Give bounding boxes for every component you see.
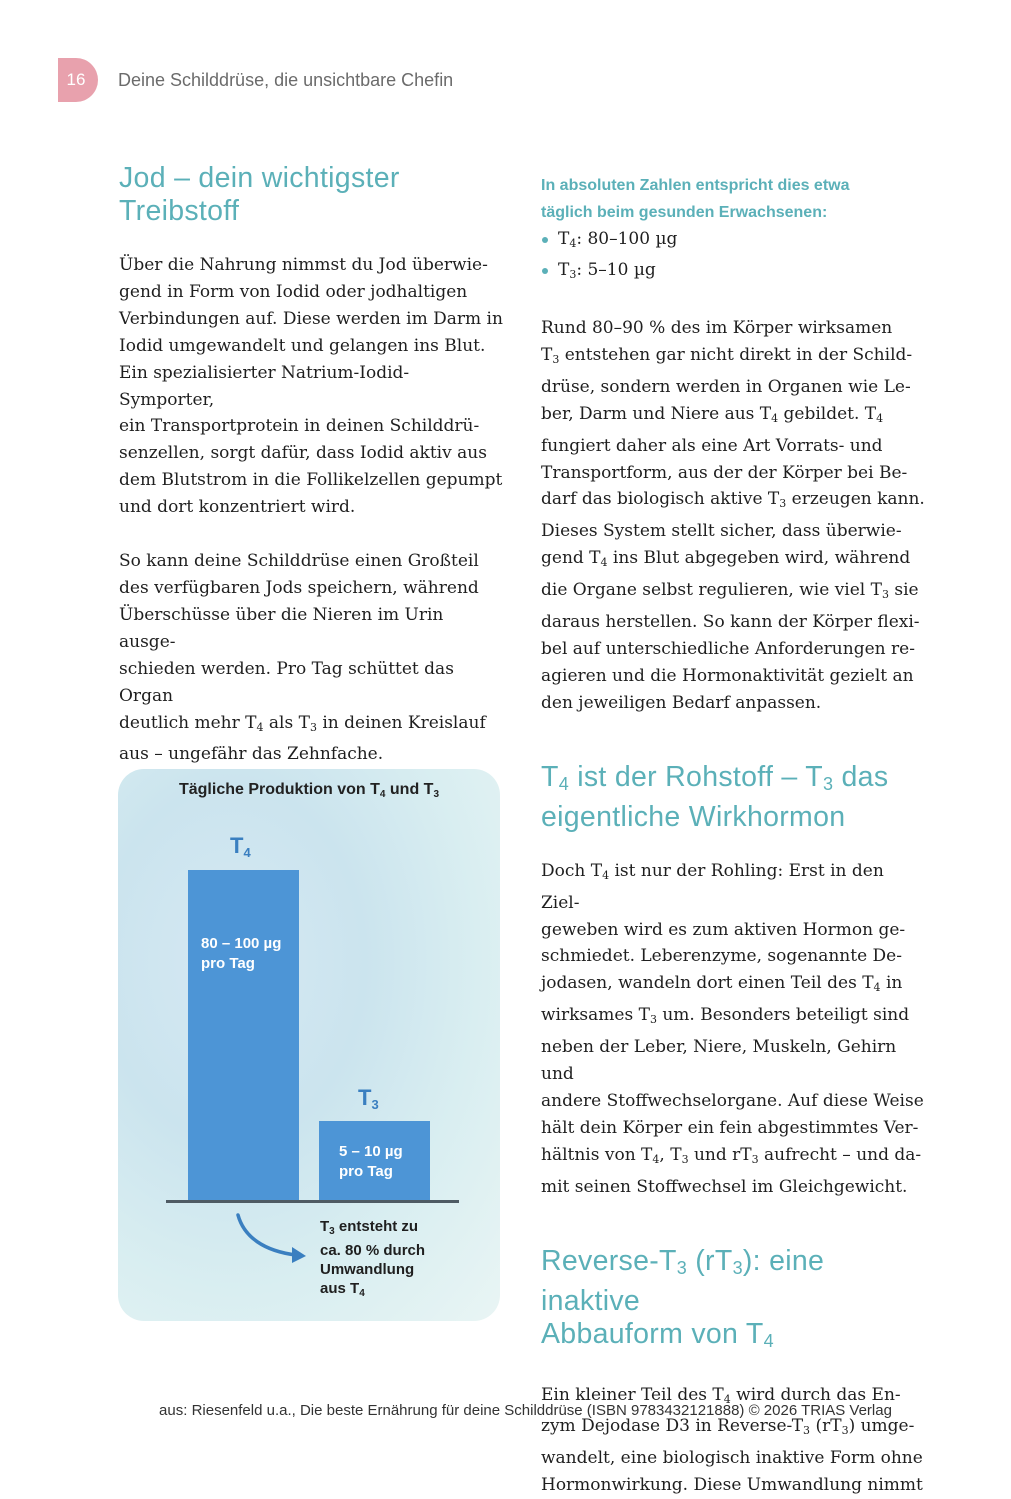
conversion-arrow-icon — [230, 1211, 320, 1271]
paragraph-jod-storage: So kann deine Schilddrüse einen Großteil des verfügbaren Jods speichern, während Überschüsse über die Nieren im Urin ausge- schieden werden. Pro Tag schüttet das Organ deutlich mehr $T_4$ als $T_3$ in deinen Kreislauf aus – ungefähr das Zehnfache. — [119, 551, 486, 765]
t4-bar — [188, 870, 299, 1200]
right-column — [541, 160, 926, 1499]
infographic-title: Tägliche Produktion von $T_4$ und $T_3$ — [178, 781, 439, 800]
list-item: $T_4$: 80–100 µg — [541, 226, 926, 257]
heading-jod: Jod – dein wichtigster Treibstoff — [119, 162, 400, 227]
page-number: 16 — [58, 58, 98, 102]
paragraph-reverse-t3: Ein kleiner Teil des $T_4$ wird durch das En- zym Dejodase D3 in Reverse-$T_3$ $(rT_3)$ umge- wandelt, eine biologisch inaktive Form ohne Hormonwirkung. Diese Umwandlung nimmt — [541, 1384, 923, 1496]
paragraph-t3-origin: Rund 80–90 % des im Körper wirksamen $T_3$ entstehen gar nicht direkt in der Schild- drüse, sondern werden in Organen wie Le- ber, Darm und Niere aus $T_4$ gebildet. $T_4$ fungiert daher als eine Art Vorrats- und Transportform, aus der der Körper bei Be- darf das biologisch aktive $T_3$ erzeugen kann. Dieses System stellt sicher, dass überwie- gend $T_4$ ins Blut abgegeben wird, während die Organe selbst regulieren, wie viel $T_3$ sie daraus herstellen. So kann der Körper flexi- bel auf unterschiedliche Anforderungen re- agieren und die Hormonaktivität gezielt an den jeweiligen Bedarf anpassen. — [541, 318, 925, 713]
left-column — [119, 160, 504, 768]
running-head: Deine Schilddrüse, die unsichtbare Chefin — [118, 69, 454, 90]
heading-t4-rohstoff: $T_4$ ist der Rohstoff – $T_3$ das eigentliche Wirkhormon — [541, 760, 889, 833]
paragraph-t4-conversion: Doch $T_4$ ist nur der Rohling: Erst in den Ziel- geweben wird es zum aktiven Hormon ge- schmiedet. Leberenzyme, sogenannte De- jodasen, wandeln dort einen Teil des $T_4$ in wirksames $T_3$ um. Besonders beteiligt sind neben der Leber, Niere, Muskeln, Gehirn und andere Stoffwechselorgane. Auf diese Weise hält dein Körper ein fein abgestimmtes Ver- hältnis von $T_4$, $T_3$ und $rT_3$ aufrecht – und da- mit seinen Stoffwechsel im Gleichgewicht. — [541, 860, 924, 1197]
t4-bar-label: $T_4$ — [230, 833, 251, 860]
bullet-list — [541, 226, 926, 288]
chart-baseline — [166, 1200, 459, 1203]
t3-bar-label: $T_3$ — [358, 1085, 379, 1112]
t4-bar-value: 80 – 100 µg pro Tag — [201, 935, 282, 972]
heading-reverse-t3: Reverse-$T_3$ $(rT_3)$: eine inaktive Abbauform von $T_4$ — [541, 1244, 825, 1351]
page-header — [58, 58, 453, 102]
source-footer: aus: Riesenfeld u.a., Die beste Ernährung für deine Schilddrüse (ISBN 9783432121888) © 2026 TRIAS Verlag — [159, 1402, 892, 1419]
production-infographic — [118, 769, 500, 1321]
t3-bar-value: 5 – 10 µg pro Tag — [339, 1143, 403, 1180]
list-item: $T_3$: 5–10 µg — [541, 257, 926, 288]
lead-absolute-numbers: In absoluten Zahlen entspricht dies etwa täglich beim gesunden Erwachsenen: — [541, 177, 850, 221]
paragraph-jod-intake: Über die Nahrung nimmst du Jod überwie- gend in Form von Iodid oder jodhaltigen Verbindungen auf. Diese werden im Darm in Iodid umgewandelt und gelangen ins Blut. Ein spezialisierter Natrium-Iodid-Symporter, ein Transportprotein in deinen Schilddrü- senzellen, sorgt dafür, dass Iodid aktiv aus dem Blutstrom in die Follikelzellen gepumpt und dort konzentriert wird. — [119, 255, 503, 518]
conversion-note: $T_3$ entsteht zu ca. 80 % durch Umwandlung aus $T_4$ — [320, 1218, 426, 1299]
